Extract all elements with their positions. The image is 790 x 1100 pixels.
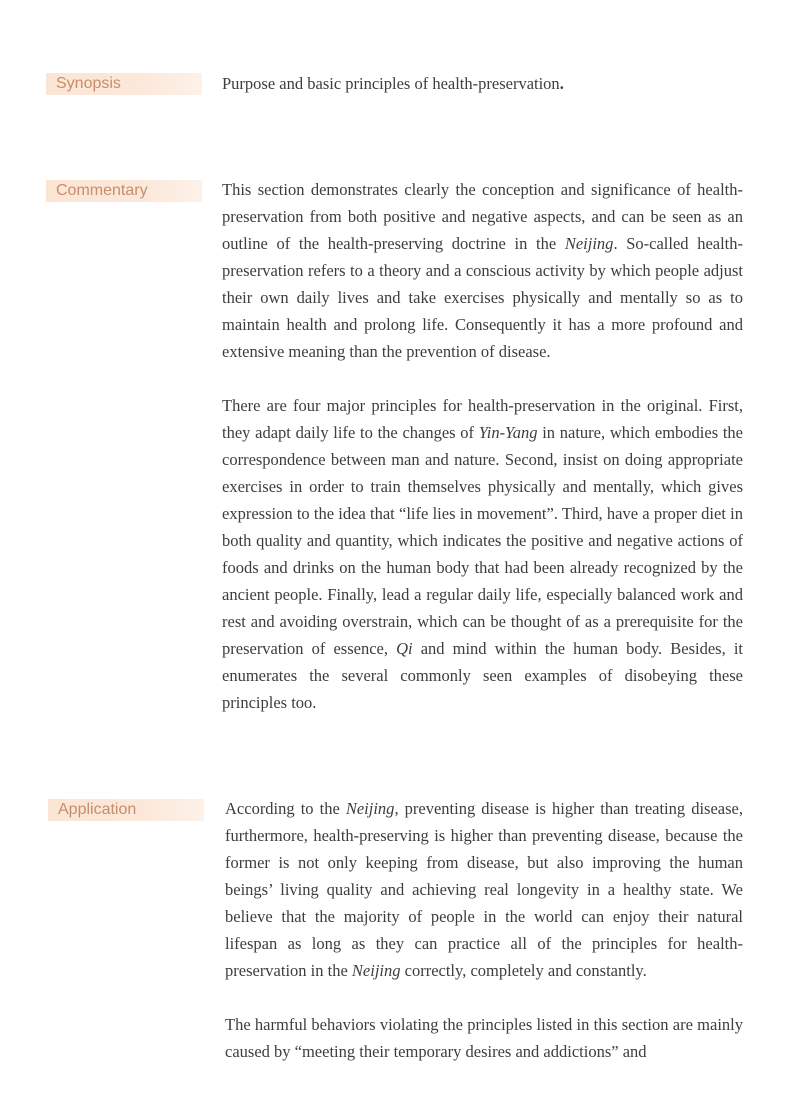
text-run: There are four major principles for health-preservation in the original. First, they adapt daily life to the changes of	[222, 396, 743, 442]
commentary-paragraph-2	[222, 392, 743, 716]
text-run: This section demonstrates clearly the conception and significance of health-preservation from both positive and negative aspects, and can be seen as an outline of the health-preserving doctrine in the	[222, 180, 743, 253]
text-run: and mind within the human body. Besides, it enumerates the several commonly seen examples of disobeying these principles too.	[222, 639, 743, 712]
synopsis-text-end: .	[559, 74, 564, 93]
application-paragraph-1	[225, 795, 743, 984]
application-paragraph-2	[225, 1011, 743, 1065]
italic-term: Yin-Yang	[478, 423, 538, 442]
synopsis-label: Synopsis	[46, 73, 202, 95]
italic-term: Neijing	[351, 961, 401, 980]
text-run: According to the	[225, 799, 346, 818]
italic-term: Neijing	[345, 799, 395, 818]
application-label: Application	[48, 799, 204, 821]
application-body	[225, 795, 743, 1065]
italic-term: Neijing	[564, 234, 614, 253]
text-run: The harmful behaviors violating the principles listed in this section are mainly caused by “meeting their temporary desires and addictions” and	[225, 1015, 743, 1061]
synopsis-text-body: Purpose and basic principles of health-preservation	[222, 74, 560, 93]
synopsis-text	[222, 70, 743, 97]
text-run: in nature, which embodies the correspondence between man and nature. Second, insist on doing appropriate exercises in order to train themselves physically and mentally, which gives expression to the idea that “life lies in movement”. Third, have a proper diet in both quality and quantity, which indicates the positive and negative actions of foods and drinks on the human body that had been already recognized by the ancient people. Finally, lead a regular daily life, especially balanced work and rest and avoiding overstrain, which can be thought of as a prerequisite for the preservation of essence,	[222, 423, 743, 658]
text-run: correctly, completely and constantly.	[400, 961, 647, 980]
commentary-label: Commentary	[46, 180, 202, 202]
text-run: , preventing disease is higher than treating disease, furthermore, health-preserving is higher than preventing disease, because the former is not only keeping from disease, but also improving the human beings’ living quality and achieving real longevity in a healthy state. We believe that the majority of people in the world can enjoy their natural lifespan as long as they can practice all of the principles for health-preservation in the	[225, 799, 743, 980]
commentary-paragraph-1	[222, 176, 743, 365]
italic-term: Qi	[396, 639, 413, 658]
commentary-body	[222, 176, 743, 716]
text-run: . So-called health-preservation refers to a theory and a conscious activity by which people adjust their own daily lives and take exercises physically and mentally so as to maintain health and prolong life. Consequently it has a more profound and extensive meaning than the prevention of disease.	[222, 234, 743, 361]
